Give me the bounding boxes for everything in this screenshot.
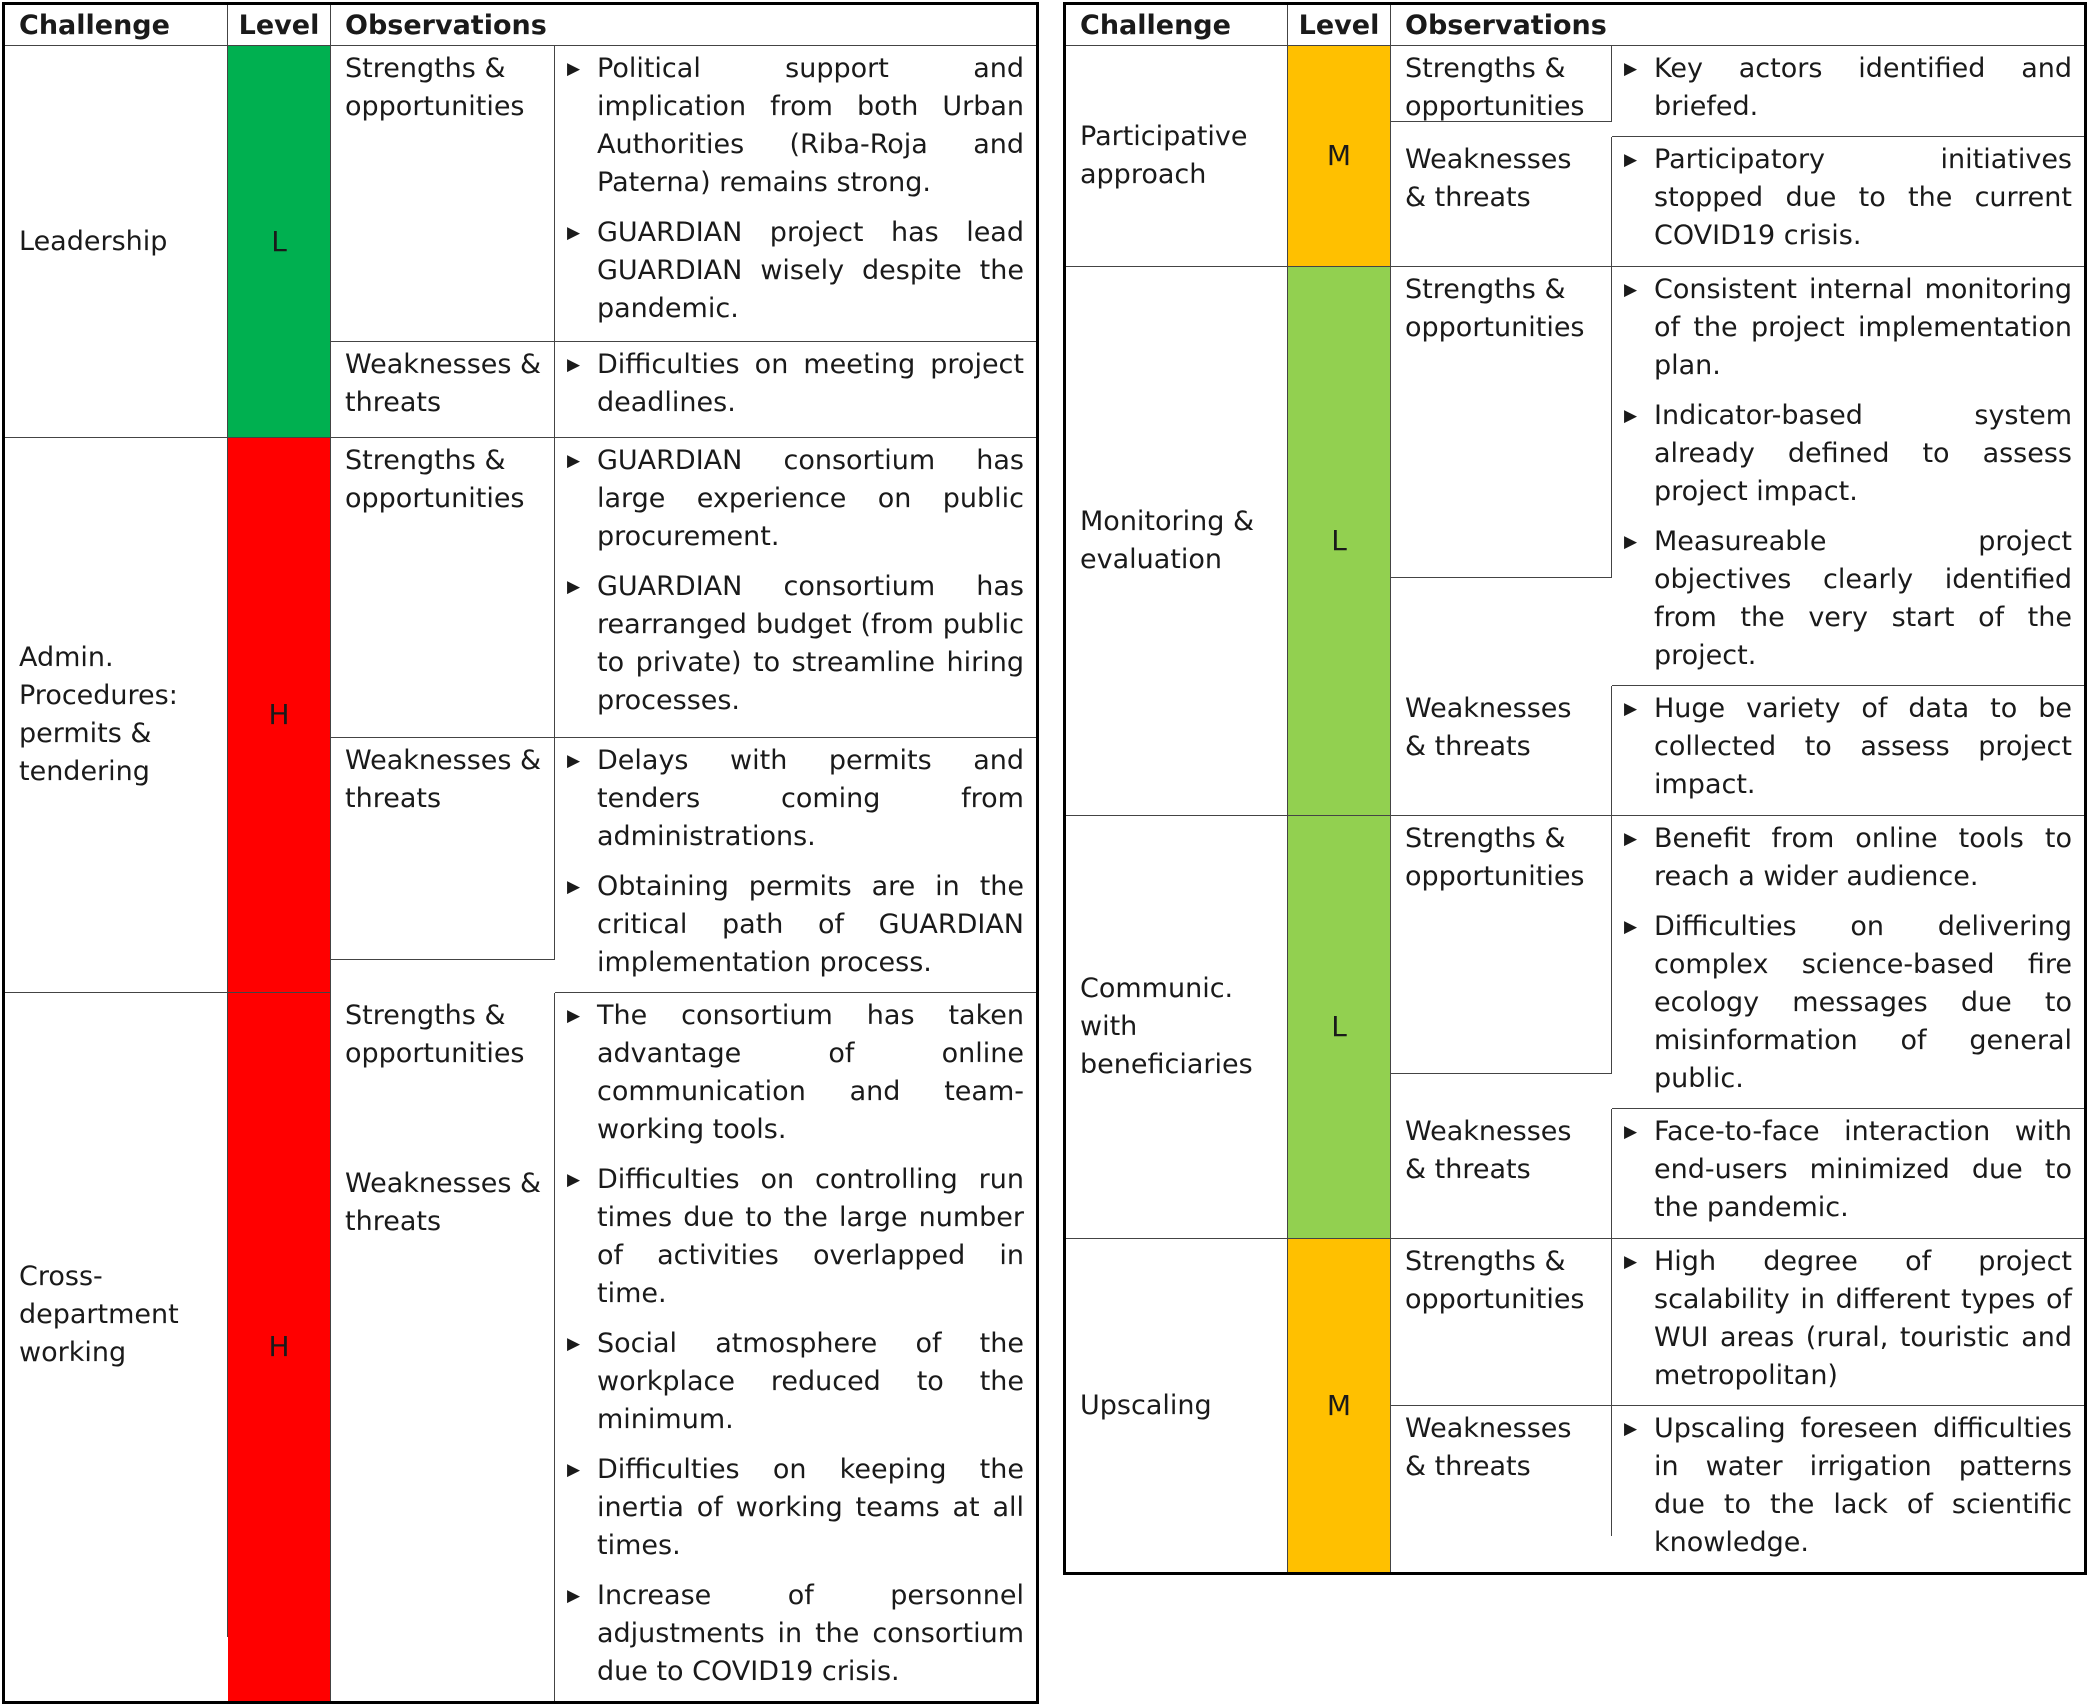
list-item: ▶ The consortium has taken advantage of online communication and team-working tools.: [563, 997, 1024, 1149]
category-strengths: Strengths & opportunities: [345, 1000, 525, 1069]
observations-list: [1612, 686, 2084, 816]
challenge-leadership: Leadership: [5, 46, 228, 438]
category-weaknesses: Weaknesses & threats: [1391, 686, 1612, 816]
right-triangle-icon: ▶: [1624, 532, 1638, 552]
right-triangle-icon: ▶: [567, 451, 581, 471]
observations-list: [1612, 46, 2084, 137]
observations-list: [1612, 1109, 2084, 1239]
observations-list: [555, 993, 1036, 1701]
right-triangle-icon: ▶: [567, 1586, 581, 1606]
observations-list: [555, 438, 1036, 738]
observations-list: [555, 738, 1036, 993]
right-triangle-icon: ▶: [567, 223, 581, 243]
list-item: ▶ Difficulties on keeping the inertia of working teams at all times.: [563, 1451, 1024, 1565]
right-triangle-icon: ▶: [567, 1334, 581, 1354]
list-item: ▶ Key actors identified and briefed.: [1620, 50, 2072, 126]
list-item: ▶ Face-to-face interaction with end-users minimized due to the pandemic.: [1620, 1113, 2072, 1227]
list-item: ▶ Political support and implication from both Urban Authorities (Riba-Roja and Paterna) remains strong.: [563, 50, 1024, 202]
list-item: ▶ GUARDIAN consortium has rearranged budget (from public to private) to streamline hiring processes.: [563, 568, 1024, 720]
challenge-communication: Communic. with beneficiaries: [1066, 816, 1288, 1239]
observations-list: [1612, 267, 2084, 686]
header-observations: Observations: [1391, 5, 2084, 46]
category-weaknesses: Weaknesses & threats: [345, 1168, 542, 1237]
right-triangle-icon: ▶: [567, 751, 581, 771]
right-triangle-icon: ▶: [567, 1170, 581, 1190]
category-strengths: Strengths & opportunities: [1391, 816, 1612, 1074]
header-level: Level: [228, 5, 331, 46]
list-item: ▶ Huge variety of data to be collected to assess project impact.: [1620, 690, 2072, 804]
observations-list: [1612, 137, 2084, 267]
right-triangle-icon: ▶: [1624, 150, 1638, 170]
challenge-monitoring-evaluation: Monitoring & evaluation: [1066, 267, 1288, 816]
list-item: ▶ GUARDIAN consortium has large experience on public procurement.: [563, 442, 1024, 556]
list-item: ▶ GUARDIAN project has lead GUARDIAN wisely despite the pandemic.: [563, 214, 1024, 328]
right-triangle-icon: ▶: [1624, 699, 1638, 719]
category-weaknesses: Weaknesses & threats: [331, 342, 555, 438]
category-strengths: Strengths & opportunities: [331, 438, 555, 738]
category-strengths: Strengths & opportunities: [1391, 267, 1612, 578]
observations-list: [1612, 816, 2084, 1109]
right-triangle-icon: ▶: [1624, 829, 1638, 849]
right-triangle-icon: ▶: [1624, 59, 1638, 79]
list-item: ▶ Difficulties on meeting project deadlines.: [563, 346, 1024, 422]
right-challenges-table: [1063, 2, 2087, 1575]
category-weaknesses: Weaknesses & threats: [1391, 1109, 1612, 1239]
list-item: ▶ Obtaining permits are in the critical path of GUARDIAN implementation process.: [563, 868, 1024, 982]
header-observations: Observations: [331, 5, 1036, 46]
list-item: ▶ Difficulties on delivering complex science-based fire ecology messages due to misinformation of general public.: [1620, 908, 2072, 1098]
category-cell: [331, 993, 555, 1701]
challenge-cross-department: Cross-department working: [5, 993, 228, 1637]
challenge-admin-procedures: Admin. Procedures: permits & tendering: [5, 438, 228, 993]
list-item: ▶ Consistent internal monitoring of the project implementation plan.: [1620, 271, 2072, 385]
level-badge: H: [228, 438, 331, 993]
challenge-participative-approach: Participative approach: [1066, 46, 1288, 267]
category-strengths: Strengths & opportunities: [331, 46, 555, 342]
level-badge: L: [228, 46, 331, 438]
right-triangle-icon: ▶: [567, 577, 581, 597]
list-item: ▶ Indicator-based system already defined to assess project impact.: [1620, 397, 2072, 511]
challenge-upscaling: Upscaling: [1066, 1239, 1288, 1572]
header-challenge: Challenge: [1066, 5, 1288, 46]
right-triangle-icon: ▶: [1624, 1252, 1638, 1272]
observations-list: [1612, 1406, 2084, 1572]
list-item: ▶ Social atmosphere of the workplace reduced to the minimum.: [563, 1325, 1024, 1439]
category-weaknesses: Weaknesses & threats: [1391, 1406, 1612, 1536]
list-item: ▶ High degree of project scalability in different types of WUI areas (rural, touristic and metropolitan): [1620, 1243, 2072, 1395]
right-triangle-icon: ▶: [567, 59, 581, 79]
level-badge: H: [228, 993, 331, 1701]
right-triangle-icon: ▶: [567, 355, 581, 375]
level-badge: M: [1288, 46, 1391, 267]
list-item: ▶ Delays with permits and tenders coming from administrations.: [563, 742, 1024, 856]
category-strengths: Strengths & opportunities: [1391, 46, 1612, 122]
observations-list: [555, 46, 1036, 342]
right-triangle-icon: ▶: [567, 1460, 581, 1480]
right-triangle-icon: ▶: [1624, 1122, 1638, 1142]
right-triangle-icon: ▶: [567, 1006, 581, 1026]
right-triangle-icon: ▶: [567, 877, 581, 897]
level-badge: L: [1288, 816, 1391, 1239]
level-badge: L: [1288, 267, 1391, 816]
header-level: Level: [1288, 5, 1391, 46]
right-triangle-icon: ▶: [1624, 406, 1638, 426]
list-item: ▶ Benefit from online tools to reach a wider audience.: [1620, 820, 2072, 896]
observations-list: [555, 342, 1036, 438]
header-challenge: Challenge: [5, 5, 228, 46]
category-weaknesses: Weaknesses & threats: [1391, 137, 1612, 267]
list-item: ▶ Measureable project objectives clearly identified from the very start of the project.: [1620, 523, 2072, 675]
list-item: ▶ Participatory initiatives stopped due to the current COVID19 crisis.: [1620, 141, 2072, 255]
right-triangle-icon: ▶: [1624, 917, 1638, 937]
list-item: ▶ Increase of personnel adjustments in the consortium due to COVID19 crisis.: [563, 1577, 1024, 1691]
right-triangle-icon: ▶: [1624, 1419, 1638, 1439]
left-challenges-table: [2, 2, 1039, 1704]
level-badge: M: [1288, 1239, 1391, 1572]
list-item: ▶ Difficulties on controlling run times due to the large number of activities overlapped in time.: [563, 1161, 1024, 1313]
right-triangle-icon: ▶: [1624, 280, 1638, 300]
category-weaknesses: Weaknesses & threats: [331, 738, 555, 960]
list-item: ▶ Upscaling foreseen difficulties in water irrigation patterns due to the lack of scientific knowledge.: [1620, 1410, 2072, 1562]
observations-list: [1612, 1239, 2084, 1406]
category-strengths: Strengths & opportunities: [1391, 1239, 1612, 1406]
